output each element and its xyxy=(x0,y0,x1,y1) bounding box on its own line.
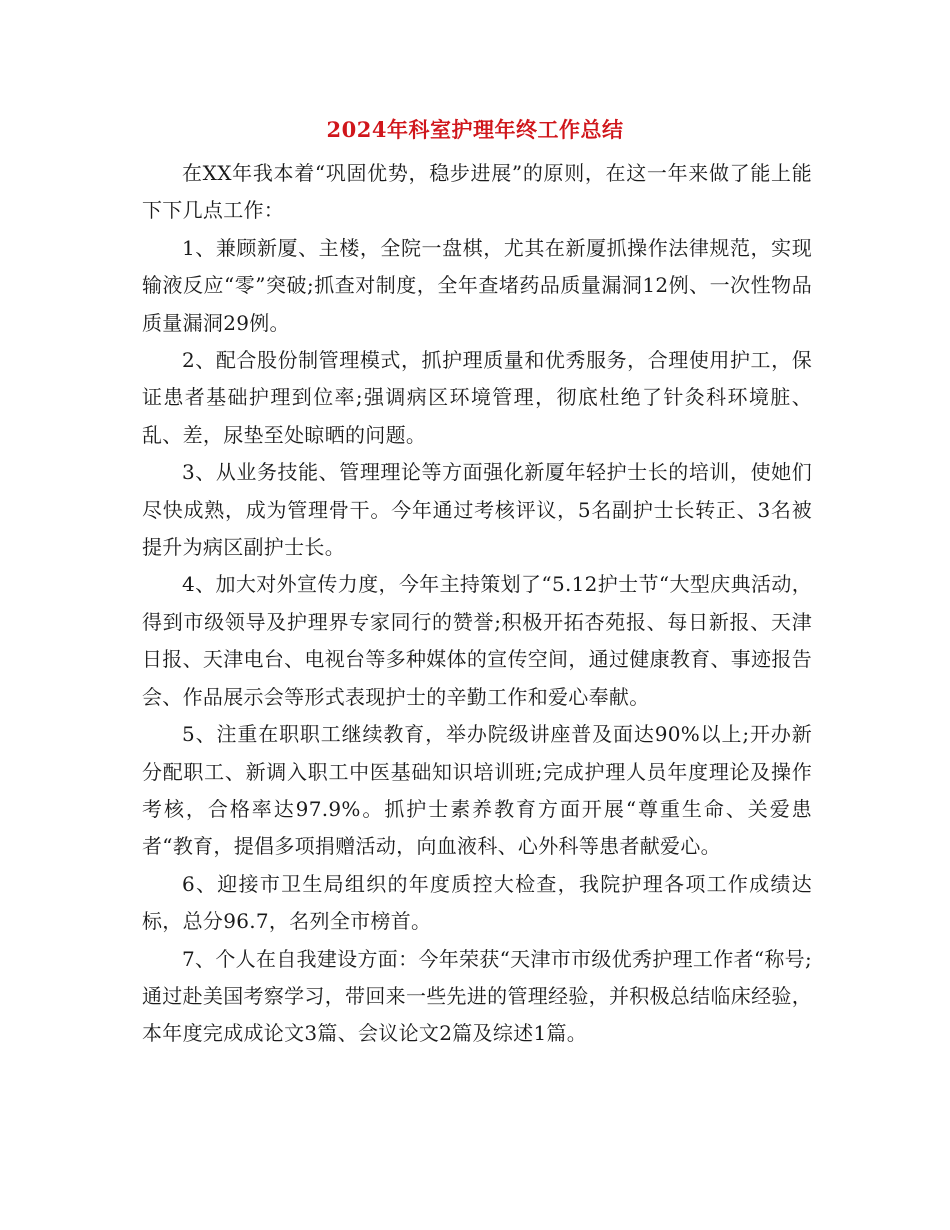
paragraph-item-5: 5、注重在职职工继续教育，举办院级讲座普及面达90%以上;开办新分配职工、新调入职工中医基础知识培训班;完成护理人员年度理论及操作考核，合格率达97.9%。抓护士素养教育方面开展“尊重生命、关爱患者“教育，提倡多项捐赠活动，向血液科、心外科等患者献爱心。 xyxy=(142,722,812,859)
paragraph-item-3: 3、从业务技能、管理理论等方面强化新厦年轻护士长的培训，使她们尽快成熟，成为管理骨干。今年通过考核评议，5名副护士长转正、3名被提升为病区副护士长。 xyxy=(142,460,812,560)
paragraph-item-4: 4、加大对外宣传力度，今年主持策划了“5.12护士节“大型庆典活动，得到市级领导及护理界专家同行的赞誉;积极开拓杏苑报、每日新报、天津日报、天津电台、电视台等多种媒体的宣传空间，通过健康教育、事迹报告会、作品展示会等形式表现护士的辛勤工作和爱心奉献。 xyxy=(142,572,812,709)
document-body xyxy=(142,155,812,1053)
document-title: 2024年科室护理年终工作总结 xyxy=(326,117,624,142)
paragraph-item-2: 2、配合股份制管理模式，抓护理质量和优秀服务，合理使用护工，保证患者基础护理到位率;强调病区环境管理，彻底杜绝了针灸科环境脏、乱、差，尿垫至处晾晒的问题。 xyxy=(142,348,812,447)
paragraph-item-7: 7、个人在自我建设方面：今年荣获“天津市市级优秀护理工作者“称号;通过赴美国考察学习，带回来一些先进的管理经验，并积极总结临床经验，本年度完成成论文3篇、会议论文2篇及综述1篇。 xyxy=(142,946,812,1046)
paragraph-item-6: 6、迎接市卫生局组织的年度质控大检查，我院护理各项工作成绩达标，总分96.7，名列全市榜首。 xyxy=(142,871,812,934)
paragraph-intro: 在XX年我本着“巩固优势，稳步进展”的原则，在这一年来做了能上能下下几点工作： xyxy=(142,161,812,223)
paragraph-item-1: 1、兼顾新厦、主楼，全院一盘棋，尤其在新厦抓操作法律规范，实现输液反应“零”突破;抓查对制度，全年查堵药品质量漏洞12例、一次性物品质量漏洞29例。 xyxy=(142,235,812,335)
